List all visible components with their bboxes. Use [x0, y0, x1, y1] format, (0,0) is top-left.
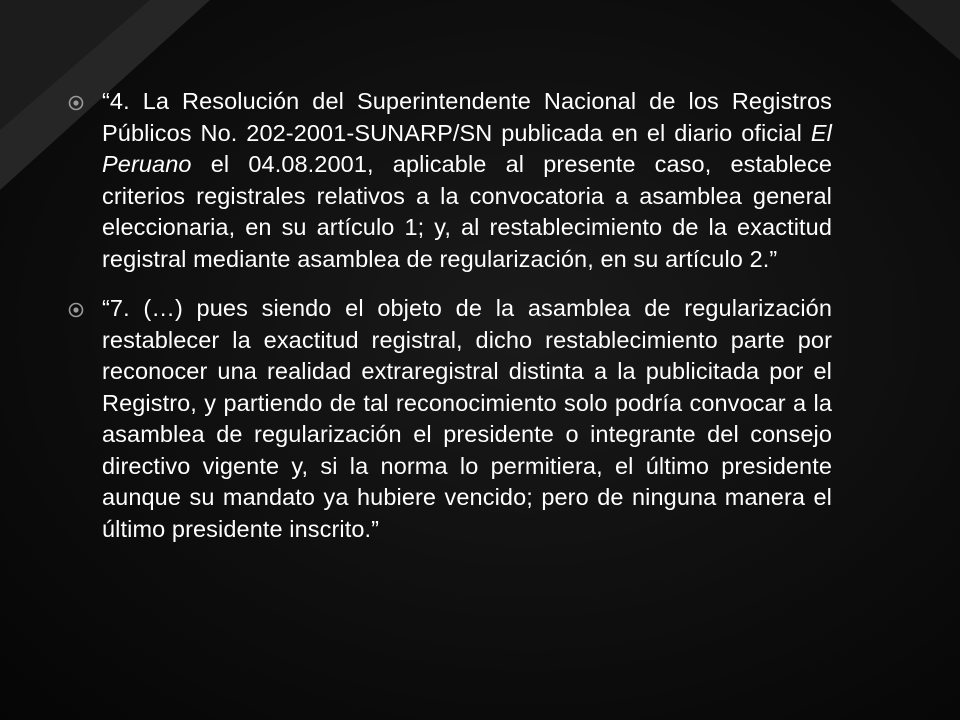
- circled-dot-icon: [68, 302, 84, 318]
- circled-dot-icon: [68, 95, 84, 111]
- bullet-text-1: [102, 86, 832, 275]
- bullet-item-1: [72, 86, 832, 275]
- bullet-text-2: “7. (…) pues siendo el objeto de la asamblea de regularización restablecer la exactitud registral, dicho restablecimiento parte por reconocer una realidad extraregistral distinta a la publicitada por el Registro, y partiendo de tal reconocimiento solo podría convocar a la asamblea de regularización el presidente o integrante del consejo directivo vigente y, si la norma lo permitiera, el último presidente aunque su mandato ya hubiere vencido; pero de ninguna manera el último presidente inscrito.”: [102, 295, 832, 542]
- bullet-1-text-start: “4. La Resolución del Superintendente Nacional de los Registros Públicos No. 202-2001-SUNARP/SN publicada en el diario oficial: [102, 88, 832, 146]
- newspaper-name: El Peruano: [102, 119, 832, 177]
- bullet-item-2: [72, 293, 832, 545]
- bullet-1-text-end: el 04.08.2001, aplicable al presente caso, establece criterios registrales relativos a la convocatoria a asamblea general eleccionaria, en su artículo 1; y, al restablecimiento de la exactitud registral mediante asamblea de regularización, en su artículo 2.”: [102, 151, 832, 272]
- slide-content: [72, 86, 832, 563]
